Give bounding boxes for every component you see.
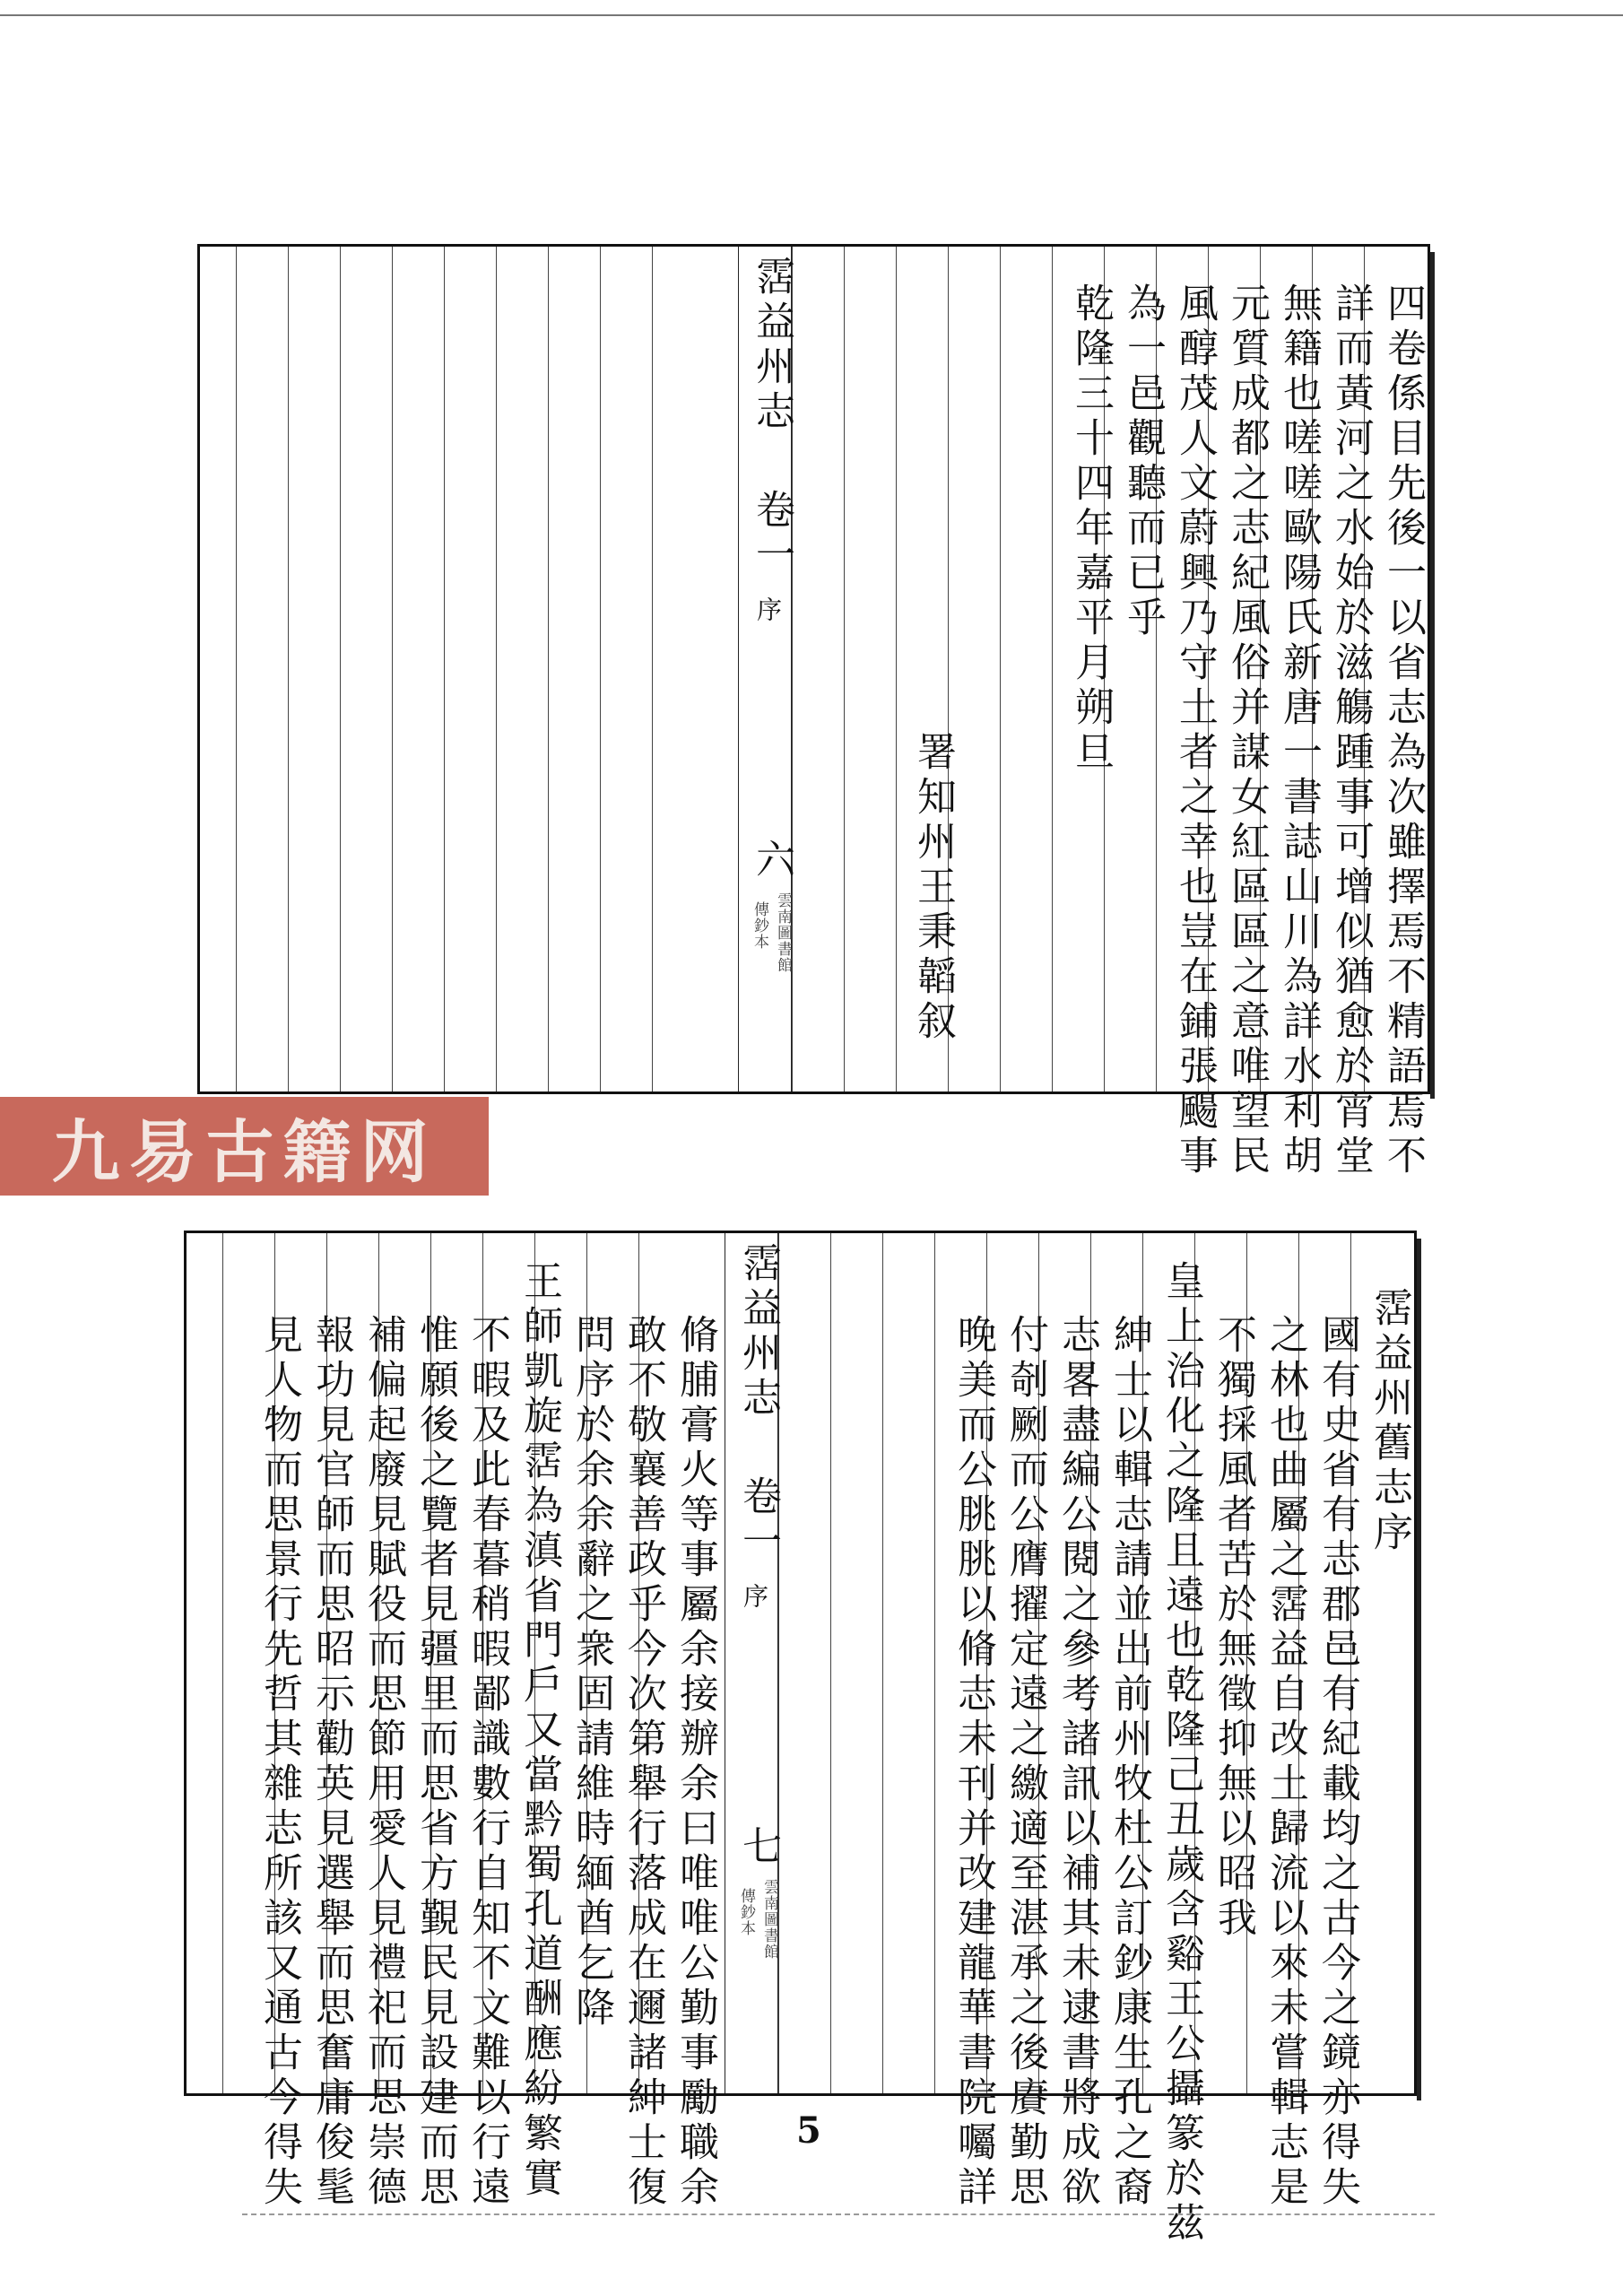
body-column: 脩脯膏火等事屬余接辦余曰唯唯公勤事勵職余 xyxy=(673,1314,718,2211)
body-column: 不獨採風者苦於無徵抑無以昭我 xyxy=(1211,1314,1256,1942)
center-leaf: 七 xyxy=(735,1825,781,1870)
column-line xyxy=(392,247,445,1091)
body-column: 皇上治化之隆且遠也乾隆己丑歲含谿王公攝篆於茲 xyxy=(1159,1260,1204,2247)
body-column: 為一邑觀聽而已乎 xyxy=(1120,283,1166,641)
body-column: 報功見官師而思昭示勸英見選舉而思奮庸俊髦 xyxy=(308,1314,354,2211)
top-rule xyxy=(0,14,1623,16)
body-column: 乾隆三十四年嘉平月朔旦 xyxy=(1068,283,1114,776)
body-column: 元質成都之志紀風俗并謀女紅區區之意唯望民 xyxy=(1224,283,1270,1179)
column-line xyxy=(882,1233,935,2093)
center-title: 霑益州志 xyxy=(749,256,794,435)
body-column: 晚美而公朓朓以脩志未刊并改建龍華書院囑詳 xyxy=(950,1314,996,2211)
library-seal: 雲南圖書館 xyxy=(760,1879,778,1960)
column-line xyxy=(778,1233,831,2093)
center-volume: 卷一 xyxy=(749,489,794,578)
center-leaf: 六 xyxy=(749,839,794,883)
body-column: 志畧盡編公閱之參考諸訊以補其未逮書將成欲 xyxy=(1055,1314,1100,2211)
lower-book-page xyxy=(184,1231,1417,2247)
body-column: 之林也曲屬之霑益自改土歸流以來未嘗輯志是 xyxy=(1263,1314,1308,2211)
column-line xyxy=(600,247,653,1091)
page-number: 5 xyxy=(796,2109,821,2152)
bottom-dashed-rule xyxy=(242,2213,1435,2215)
column-line xyxy=(548,247,601,1091)
copy-note: 傳鈔本 xyxy=(751,901,768,950)
library-seal: 雲南圖書館 xyxy=(774,892,792,973)
copy-note: 傳鈔本 xyxy=(737,1888,755,1936)
column-line xyxy=(236,247,289,1091)
body-column: 敢不敬襄善政乎今次第舉行落成在邇諸紳士復 xyxy=(621,1314,666,2211)
body-column: 付剞劂而公膺擢定遠之繳適至湛承之後賡勤思 xyxy=(1002,1314,1048,2211)
site-watermark xyxy=(0,1097,489,1196)
body-column: 王師凱旋霑為滇省門戶又當黔蜀孔道酬應紛繁實 xyxy=(516,1260,562,2202)
column-line xyxy=(496,247,549,1091)
body-column: 補偏起廢見賦役而思節用愛人見禮祀而思崇德 xyxy=(360,1314,406,2211)
column-line xyxy=(288,247,341,1091)
body-column: 國有史省有志郡邑有紀載均之古今之鏡亦得失 xyxy=(1315,1314,1360,2211)
body-column: 無籍也嗟嗟歐陽氏新唐一書誌山川為詳水利胡 xyxy=(1276,283,1322,1179)
column-line xyxy=(844,247,897,1091)
column-line xyxy=(652,247,705,1091)
body-column: 問序於余余辭之衆固請維時緬酋乞降 xyxy=(568,1314,614,2031)
body-column: 四卷係目先後一以省志為次雖擇焉不精語焉不 xyxy=(1380,283,1426,1179)
center-title: 霑益州志 xyxy=(735,1242,781,1422)
signature: 署知州王秉韜叙 xyxy=(910,731,956,1045)
body-column: 見人物而思景行先哲其雜志所該又通古今得失 xyxy=(256,1314,302,2211)
watermark-text: 九易古籍网 xyxy=(51,1111,438,1192)
body-column: 風醇茂人文蔚興乃守土者之幸也豈在鋪張颺事 xyxy=(1172,283,1218,1179)
column-line xyxy=(340,247,393,1091)
column-line xyxy=(1000,247,1053,1091)
column-line xyxy=(444,247,497,1091)
body-column: 詳而黃河之水始於滋觴踵事可增似猶愈於宵堂 xyxy=(1328,283,1374,1179)
preface-heading: 霑益州舊志序 xyxy=(1367,1287,1412,1556)
column-line xyxy=(830,1233,883,2093)
column-line xyxy=(792,247,845,1091)
center-section: 序 xyxy=(740,1583,769,1610)
body-column: 紳士以輯志請並出前州牧杜公訂鈔康生孔之裔 xyxy=(1107,1314,1152,2211)
body-column: 惟願後之覽者見疆里而思省方覲民見設建而思 xyxy=(412,1314,458,2211)
center-section: 序 xyxy=(753,596,783,623)
center-volume: 卷一 xyxy=(735,1475,781,1565)
body-column: 不暇及此春暮稍暇鄙識數行自知不文難以行遠 xyxy=(464,1314,510,2211)
